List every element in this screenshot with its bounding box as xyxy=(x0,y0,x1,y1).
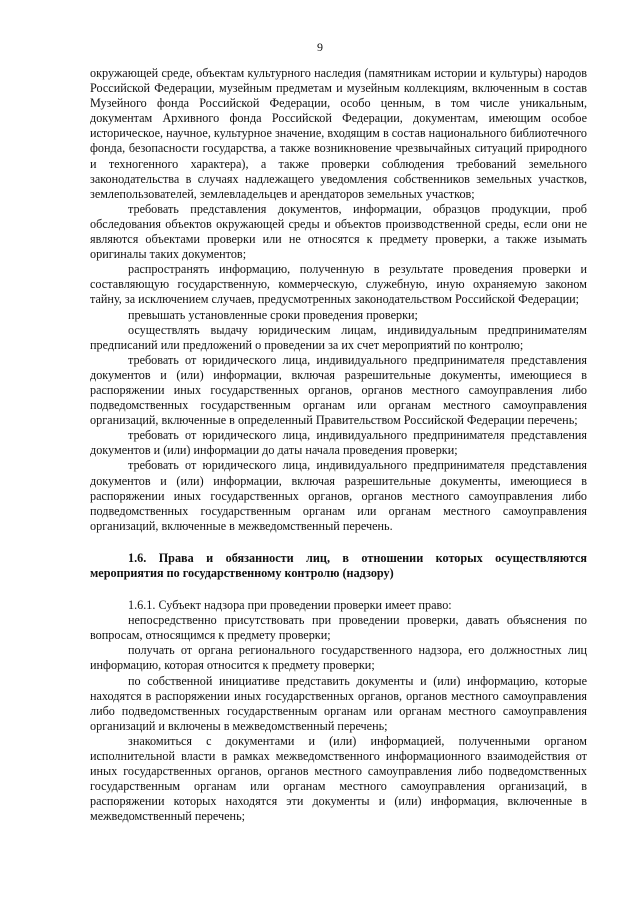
paragraph: 1.6.1. Субъект надзора при проведении проверки имеет право: xyxy=(128,598,452,613)
paragraph: требовать от юридического лица, индивидуального предпринимателя представления документов и (или) информации, включая разрешительные документы, имеющиеся в распоряжении иных государственных органов, органов местного самоуправления либо подведомственных государственным органам или органам местного самоуправления организаций, включенные в определенный Правительством Российской Федерации перечень; xyxy=(90,352,587,428)
paragraph: требовать представления документов, информации, образцов продукции, проб обследования объектов окружающей среды и объектов производственной среды, если они не являются объектами проверки или не относятся к предмету проверки, а также изымать оригиналы таких документов; xyxy=(90,201,587,262)
paragraph: окружающей среде, объектам культурного наследия (памятникам истории и культуры) народов Российской Федерации, музейным предметам и музейным коллекциям, включенным в состав Музейного фонда Российской Федерации, особо ценным, в том числе уникальным, документам Архивного фонда Российской Федерации, документам, имеющим особое историческое, научное, культурное значение, входящим в состав национального библиотечного фонда, безопасности государства, а также возникновение чрезвычайных ситуаций природного и техногенного характера), а также проверки соблюдения требований земельного законодательства в случаях надлежащего уведомления собственников земельных участков, землепользователей, землевладельцев и арендаторов земельных участков; xyxy=(90,66,587,201)
paragraph: распространять информацию, полученную в результате проведения проверки и составляющую государственную, коммерческую, служебную, иную охраняемую законом тайну, за исключением случаев, предусмотренных законодательством Российской Федерации; xyxy=(90,262,587,307)
section-heading: 1.6. Права и обязанности лиц, в отношении которых осуществляются мероприятия по государственному контролю (надзору) xyxy=(90,550,587,580)
paragraph: знакомиться с документами и (или) информацией, полученными органом исполнительной власти в рамках межведомственного информационного взаимодействия от иных государственных органов, органов местного самоуправления либо подведомственных государственным органам или органам местного самоуправления организаций, в распоряжении которых находятся эти документы и (или) информация, включенные в межведомственный перечень; xyxy=(90,733,587,824)
paragraph: непосредственно присутствовать при проведении проверки, давать объяснения по вопросам, относящимся к предмету проверки; xyxy=(90,613,587,643)
paragraph: осуществлять выдачу юридическим лицам, индивидуальным предпринимателям предписаний или предложений о проведении за их счет мероприятий по контролю; xyxy=(90,322,587,352)
paragraph: требовать от юридического лица, индивидуального предпринимателя представления документов и (или) информации, включая разрешительные документы, имеющиеся в распоряжении иных государственных органов, органов местного самоуправления либо подведомственных государственным органам или органам местного самоуправления организаций, включенные в межведомственный перечень. xyxy=(90,458,587,533)
paragraph: по собственной инициативе представить документы и (или) информацию, которые находятся в распоряжении иных государственных органов, органов местного самоуправления либо подведомственных государственным органам или органам местного самоуправления организаций и включены в межведомственный перечень; xyxy=(90,673,587,733)
page-number: 9 xyxy=(317,40,323,54)
paragraph: получать от органа регионального государственного надзора, его должностных лиц информацию, которая относится к предмету проверки; xyxy=(90,643,587,673)
page-body xyxy=(90,66,587,825)
paragraph: требовать от юридического лица, индивидуального предпринимателя представления документов и (или) информации до даты начала проведения проверки; xyxy=(90,428,587,458)
paragraph: превышать установленные сроки проведения проверки; xyxy=(128,307,418,322)
